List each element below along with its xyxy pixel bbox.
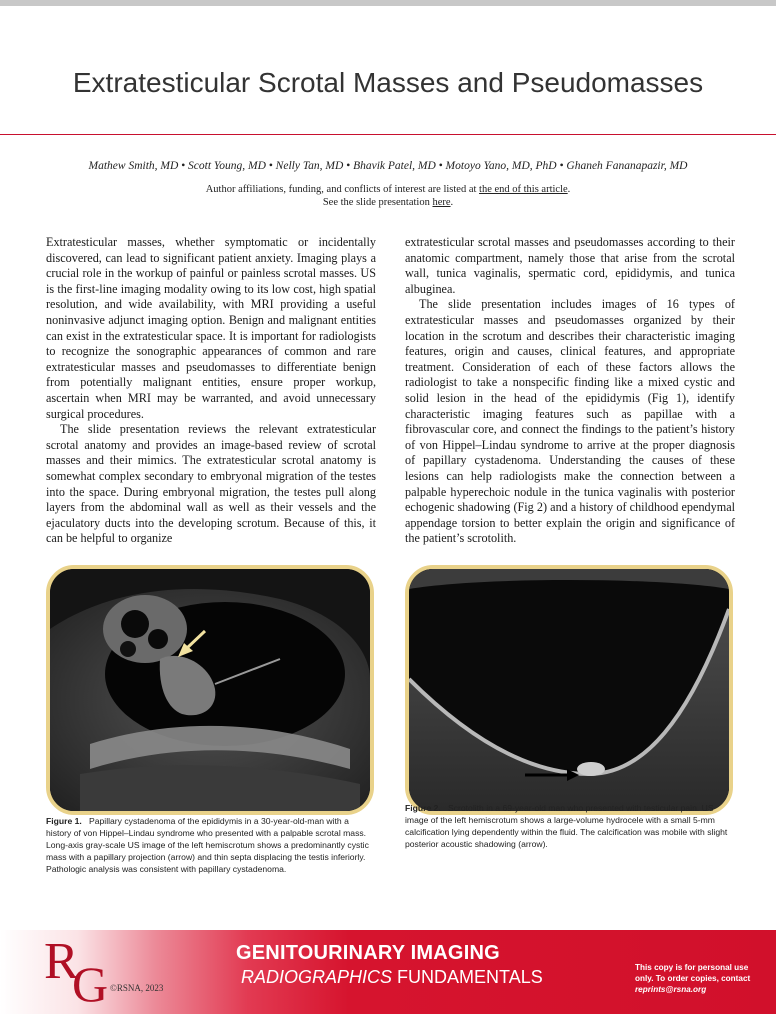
paragraph: extratesticular scrotal masses and pseudomasses according to their anatomic compartment, namely those that arise from the scrotal wall, tunica vaginalis, spermatic cord, epididymis, and tunica albuginea. [405, 235, 735, 296]
slide-presentation-link[interactable]: here [432, 197, 451, 208]
figure-2-ultrasound-image [405, 565, 733, 815]
body-column-left [46, 235, 376, 547]
copyright: ©RSNA, 2023 [110, 983, 164, 993]
figure-label: Figure 1. [46, 816, 82, 826]
article-title: Extratesticular Scrotal Masses and Pseudomasses [72, 66, 704, 98]
figure-2-caption: Figure 2. Scrotolith in a 69-year-old man who presented with testicular pain. US image of the left hemiscrotum shows a large-volume hydrocele with a small 5-mm calcification lying dependently within the fluid. The calcification was mobile with slight posterior acoustic shadowing (arrow). [405, 803, 728, 850]
figure-label: Figure 2. [405, 803, 441, 813]
top-bar [0, 0, 776, 6]
affiliation-line: Author affiliations, funding, and conflicts of interest are listed at the end of this article. [205, 184, 571, 195]
end-of-article-link[interactable]: the end of this article [479, 184, 568, 195]
radiographics-logo: R G [44, 933, 109, 1012]
affiliation-note [40, 183, 736, 209]
paragraph: The slide presentation reviews the relevant extratesticular scrotal anatomy and provides an image-based review of scrotal masses and their mimics. The extratesticular scrotal anatomy is somewhat complex secondary to embryonal migration of the testes into the space. During embryonal migration, the testes pull along layers from the abdominal wall as well as their vessels and the ejaculatory ducts into the developing scrotum. Because of this, it can be helpful to organize [46, 422, 376, 546]
author-list: Mathew Smith, MD • Scott Young, MD • Nelly Tan, MD • Bhavik Patel, MD • Motoyo Yano, MD, PhD • Ghaneh Fananapazir, MD [88, 160, 688, 172]
title-divider [0, 134, 776, 135]
figure-1-ultrasound-image [46, 565, 374, 815]
section-title: GENITOURINARY IMAGING [236, 942, 500, 964]
reprint-email[interactable]: reprints@rsna.org [635, 985, 707, 994]
paragraph: Extratesticular masses, whether symptomatic or incidentally discovered, can lead to significant patient anxiety. Imaging plays a crucial role in the workup of painful or painless scrotal masses. US is the first-line imaging modality owing to its low cost, high spatial resolution, and wide availability, with MRI providing a useful noninvasive adjunct imaging option. Benign and malignant entities can exist in the extratesticular space. It is important for radiologists to recognize the sonographic appearances of common and rare extratesticular masses and pseudomasses to differentiate benign from potentially malignant entities, ensure proper workup, ascertain when MRI may be warranted, and avoid unnecessary surgical procedures. [46, 235, 376, 421]
reprint-note: This copy is for personal use only. To order copies, contact reprints@rsna.org [635, 963, 751, 994]
series-title: RADIOGRAPHICS FUNDAMENTALS [241, 967, 543, 987]
figure-1-caption: Figure 1. Papillary cystadenoma of the epididymis in a 30-year-old-man with a history of von Hippel–Lindau syndrome who presented with a palpable scrotal mass. Long-axis gray-scale US image of the left hemiscrotum shows a predominantly cystic mass with a papillary projection (arrow) and thin septa displacing the testis inferiorly. Pathologic analysis was consistent with papillary cystadenoma. [46, 816, 369, 875]
slide-presentation-line: See the slide presentation here. [322, 197, 454, 208]
paragraph: The slide presentation includes images of 16 types of extratesticular masses and pseudomasses organized by their location in the scrotum and describes their characteristic imaging features, origin and causes, clinical features, and appropriate treatment. Consideration of each of these factors allows the radiologist to take a nonspecific finding like a mixed cystic and solid lesion in the head of the epididymis (Fig 1), identify characteristic imaging features such as papillae with a fibrovascular core, and connect the findings to the patient’s history of von Hippel–Lindau syndrome to arrive at the proper diagnosis of papillary cystadenoma. Understanding the causes of these lesions can help radiologists make the connection between a palpable hyperechoic nodule in the tunica vaginalis with posterior echogenic shadowing (Fig 2) and a history of childhood ependymal appendage torsion to better explain the origin and significance of the patient’s scrotolith. [405, 297, 735, 546]
body-column-right [405, 235, 735, 547]
